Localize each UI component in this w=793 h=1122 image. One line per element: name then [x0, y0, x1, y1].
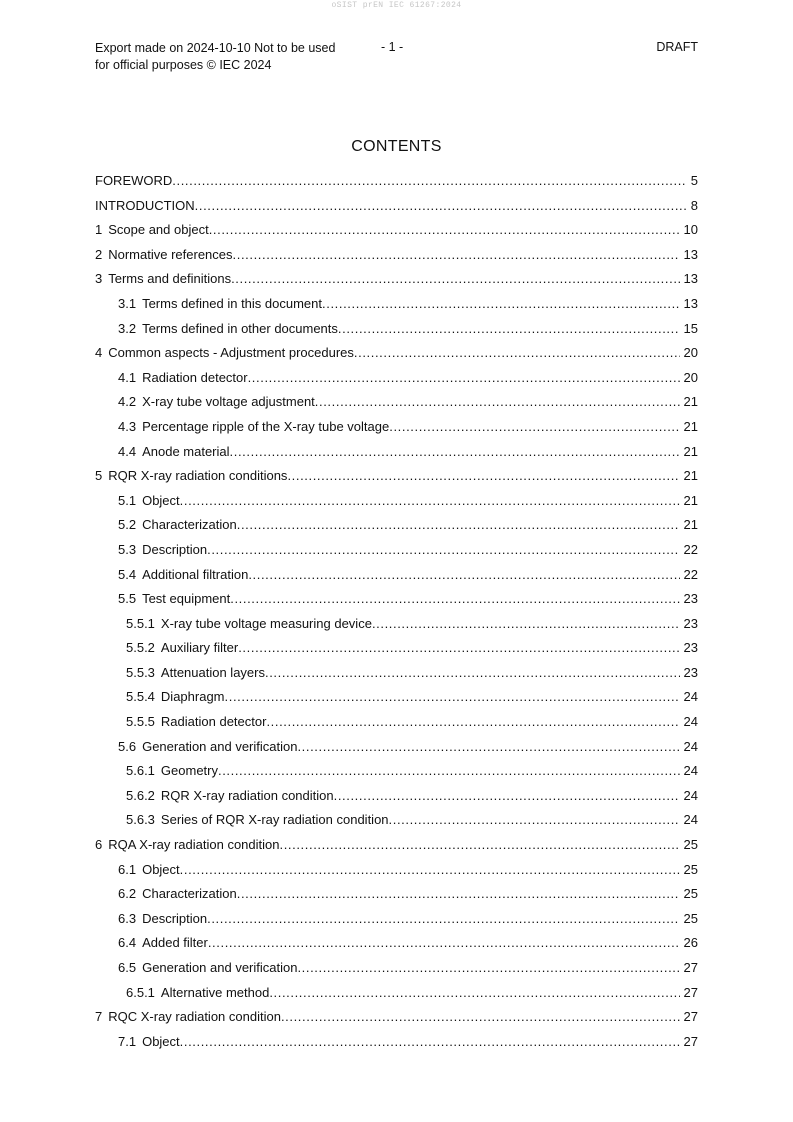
toc-entry-title: Generation and verification	[142, 738, 298, 754]
document-watermark: oSIST prEN IEC 61267:2024	[331, 1, 462, 10]
toc-entry-title: Percentage ripple of the X-ray tube voltage	[142, 418, 390, 434]
toc-entry-title: Alternative method	[160, 984, 270, 1000]
toc-entry-title: Object	[142, 1033, 180, 1049]
dot-leader	[180, 860, 680, 880]
toc-entry-number: 6.3	[118, 910, 137, 926]
dot-leader	[207, 540, 679, 560]
toc-entry-page: 10	[683, 222, 698, 238]
export-notice: Export made on 2024-10-10 Not to be used for official purposes © IEC 2024	[95, 41, 336, 72]
toc-entry-number: 5.5.5	[126, 714, 155, 730]
toc-entry[interactable]	[95, 343, 698, 368]
toc-entry-page: 24	[683, 763, 698, 779]
toc-entry-page: 21	[683, 443, 698, 459]
toc-entry[interactable]	[95, 245, 698, 270]
toc-entry[interactable]	[95, 319, 698, 344]
dot-leader	[389, 417, 679, 437]
toc-entry-number: 1	[95, 222, 103, 238]
dot-leader	[338, 319, 680, 339]
dot-leader	[231, 269, 679, 289]
toc-entry-number: 5.5.1	[126, 615, 155, 631]
toc-entry-number: 4.4	[118, 443, 137, 459]
toc-entry-page: 13	[683, 295, 698, 311]
toc-entry-number: 5.6	[118, 738, 137, 754]
toc-entry-number: 5.5.2	[126, 640, 155, 656]
toc-entry[interactable]	[95, 171, 698, 196]
toc-entry-page: 25	[683, 886, 698, 902]
toc-entry-title: Anode material	[142, 443, 230, 459]
toc-entry[interactable]	[95, 269, 698, 294]
toc-entry[interactable]	[95, 1007, 698, 1032]
toc-entry-title: Object	[142, 861, 180, 877]
toc-entry-number: 5.5	[118, 591, 137, 607]
toc-entry-page: 24	[683, 714, 698, 730]
toc-entry-number: 6.2	[118, 886, 137, 902]
dot-leader	[248, 368, 680, 388]
toc-entry-title: Geometry	[160, 763, 218, 779]
toc-entry-title: Test equipment	[142, 591, 231, 607]
dot-leader	[218, 761, 680, 781]
toc-entry-page: 27	[683, 960, 698, 975]
toc-entry-page: 13	[683, 271, 698, 287]
dot-leader	[238, 638, 679, 658]
toc-entry-title: FOREWORD	[95, 173, 173, 188]
dot-leader	[230, 589, 679, 609]
toc-entry-number: 4.2	[118, 394, 137, 410]
toc-entry-page: 23	[683, 640, 698, 656]
toc-entry[interactable]	[95, 860, 698, 885]
dot-leader	[225, 687, 680, 707]
dot-leader	[315, 392, 680, 412]
toc-entry[interactable]	[95, 515, 698, 540]
toc-entry[interactable]	[95, 368, 698, 393]
toc-entry[interactable]	[95, 737, 698, 762]
dot-leader	[269, 983, 679, 1003]
toc-entry-page: 21	[683, 517, 698, 533]
toc-entry-page: 27	[683, 1033, 698, 1049]
toc-entry-number: 5.6.2	[126, 787, 155, 803]
toc-entry-title: Generation and verification	[142, 960, 298, 975]
toc-entry-page: 8	[690, 197, 698, 213]
toc-entry-number: 5.3	[118, 541, 137, 557]
toc-entry-number: 7.1	[118, 1033, 137, 1049]
dot-leader	[287, 466, 679, 486]
toc-entry-page: 22	[683, 541, 698, 557]
dot-leader	[180, 491, 680, 511]
toc-entry-number: 5.4	[118, 566, 137, 582]
dot-leader	[281, 1007, 680, 1027]
dot-leader	[372, 614, 680, 634]
dot-leader	[207, 909, 679, 929]
toc-entry-title: Terms and definitions	[108, 271, 232, 287]
dot-leader	[180, 1032, 680, 1052]
toc-entry-page: 26	[683, 935, 698, 951]
dot-leader	[297, 958, 679, 978]
toc-entry-title: Description	[142, 541, 208, 557]
toc-entry-number: 6	[95, 837, 103, 853]
toc-entry-title: Object	[142, 492, 180, 508]
toc-entry-number: 5.1	[118, 492, 137, 508]
toc-entry[interactable]	[95, 540, 698, 565]
toc-entry-title: Additional filtration	[142, 566, 249, 582]
toc-entry[interactable]	[95, 294, 698, 319]
toc-entry-page: 5	[690, 173, 698, 188]
dot-leader	[280, 835, 680, 855]
toc-entry-page: 24	[683, 738, 698, 754]
toc-entry[interactable]	[95, 614, 698, 639]
toc-entry-title: Added filter	[142, 935, 208, 951]
dot-leader	[266, 712, 679, 732]
toc-entry-number: 2	[95, 246, 103, 262]
page-number: - 1 -	[381, 40, 404, 54]
toc-entry-title: Diaphragm	[160, 689, 225, 705]
toc-entry[interactable]	[95, 638, 698, 663]
toc-entry-page: 24	[683, 689, 698, 705]
toc-entry-page: 25	[683, 837, 698, 853]
toc-entry-number: 4.3	[118, 418, 137, 434]
toc-entry-title: Series of RQR X-ray radiation condition	[160, 812, 389, 828]
toc-entry-title: RQR X-ray radiation conditions	[108, 468, 288, 484]
toc-entry[interactable]	[95, 983, 698, 1008]
toc-entry-title: Radiation detector	[142, 369, 248, 385]
toc-entry-page: 21	[683, 468, 698, 484]
toc-entry[interactable]	[95, 884, 698, 909]
toc-entry[interactable]	[95, 466, 698, 491]
toc-entry-title: Attenuation layers	[160, 664, 265, 680]
toc-entry-number: 5.2	[118, 517, 137, 533]
toc-entry-title: Description	[142, 910, 208, 926]
toc-entry-page: 24	[683, 812, 698, 828]
dot-leader	[208, 933, 680, 953]
toc-entry-page: 15	[683, 320, 698, 336]
toc-entry[interactable]	[95, 220, 698, 245]
toc-entry-page: 27	[683, 984, 698, 1000]
toc-entry[interactable]	[95, 909, 698, 934]
toc-entry-number: 3.2	[118, 320, 137, 336]
toc-entry[interactable]	[95, 786, 698, 811]
dot-leader	[209, 220, 680, 240]
toc-entry-title: RQA X-ray radiation condition	[108, 837, 280, 853]
toc-entry-title: Terms defined in other documents	[142, 320, 338, 336]
toc-entry-page: 20	[683, 345, 698, 361]
toc-entry[interactable]	[95, 712, 698, 737]
toc-entry-number: 5.6.1	[126, 763, 155, 779]
toc-entry-page: 21	[683, 394, 698, 410]
toc-entry-page: 21	[683, 418, 698, 434]
toc-entry-page: 25	[683, 910, 698, 926]
toc-entry-title: INTRODUCTION	[95, 197, 195, 213]
toc-entry[interactable]	[95, 1032, 698, 1057]
toc-entry-number: 4	[95, 345, 103, 361]
toc-entry-number: 3.1	[118, 295, 137, 311]
toc-entry[interactable]	[95, 810, 698, 835]
toc-entry[interactable]	[95, 392, 698, 417]
toc-entry[interactable]	[95, 761, 698, 786]
dot-leader	[265, 663, 680, 683]
toc-entry-page: 23	[683, 591, 698, 607]
toc-entry-page: 23	[683, 615, 698, 631]
toc-entry[interactable]	[95, 835, 698, 860]
dot-leader	[195, 196, 687, 216]
toc-entry-page: 22	[683, 566, 698, 582]
toc-entry-title: Terms defined in this document	[142, 295, 323, 311]
table-of-contents	[95, 171, 698, 1056]
toc-entry[interactable]	[95, 491, 698, 516]
dot-leader	[172, 171, 686, 191]
toc-entry-title: X-ray tube voltage measuring device	[160, 615, 372, 631]
dot-leader	[237, 884, 680, 904]
dot-leader	[233, 245, 680, 265]
toc-entry[interactable]	[95, 196, 698, 221]
toc-entry[interactable]	[95, 958, 698, 983]
toc-entry-number: 6.1	[118, 861, 137, 877]
dot-leader	[248, 565, 679, 585]
dot-leader	[322, 294, 680, 314]
toc-entry-number: 5.5.4	[126, 689, 155, 705]
toc-entry-title: RQR X-ray radiation condition	[160, 787, 334, 803]
toc-entry[interactable]	[95, 442, 698, 467]
toc-entry-title: X-ray tube voltage adjustment	[142, 394, 315, 410]
toc-entry-number: 4.1	[118, 369, 137, 385]
contents-heading: CONTENTS	[351, 138, 442, 155]
dot-leader	[297, 737, 679, 757]
toc-entry[interactable]	[95, 417, 698, 442]
toc-entry-number: 5.6.3	[126, 812, 155, 828]
dot-leader	[334, 786, 680, 806]
dot-leader	[230, 442, 680, 462]
toc-entry-page: 21	[683, 492, 698, 508]
toc-entry-page: 20	[683, 369, 698, 385]
toc-entry[interactable]	[95, 663, 698, 688]
toc-entry[interactable]	[95, 687, 698, 712]
toc-entry-title: Normative references	[108, 246, 233, 262]
toc-entry-title: Common aspects - Adjustment procedures	[108, 345, 354, 361]
toc-entry-title: Scope and object	[108, 222, 209, 238]
toc-entry-number: 6.5	[118, 960, 137, 975]
toc-entry[interactable]	[95, 589, 698, 614]
dot-leader	[237, 515, 680, 535]
toc-entry-title: Characterization	[142, 886, 237, 902]
toc-entry-number: 5	[95, 468, 103, 484]
toc-entry-title: RQC X-ray radiation condition	[108, 1009, 281, 1025]
dot-leader	[389, 810, 680, 830]
draft-label: DRAFT	[656, 40, 698, 54]
toc-entry-page: 24	[683, 787, 698, 803]
toc-entry-title: Radiation detector	[160, 714, 267, 730]
toc-entry-number: 5.5.3	[126, 664, 155, 680]
dot-leader	[354, 343, 680, 363]
toc-entry-page: 27	[683, 1009, 698, 1025]
toc-entry[interactable]	[95, 565, 698, 590]
toc-entry-number: 7	[95, 1009, 103, 1025]
toc-entry-page: 13	[683, 246, 698, 262]
toc-entry-number: 3	[95, 271, 103, 287]
toc-entry-page: 25	[683, 861, 698, 877]
toc-entry-title: Auxiliary filter	[160, 640, 239, 656]
toc-entry-title: Characterization	[142, 517, 237, 533]
toc-entry-page: 23	[683, 664, 698, 680]
toc-entry-number: 6.5.1	[126, 984, 155, 1000]
toc-entry[interactable]	[95, 933, 698, 958]
toc-entry-number: 6.4	[118, 935, 137, 951]
